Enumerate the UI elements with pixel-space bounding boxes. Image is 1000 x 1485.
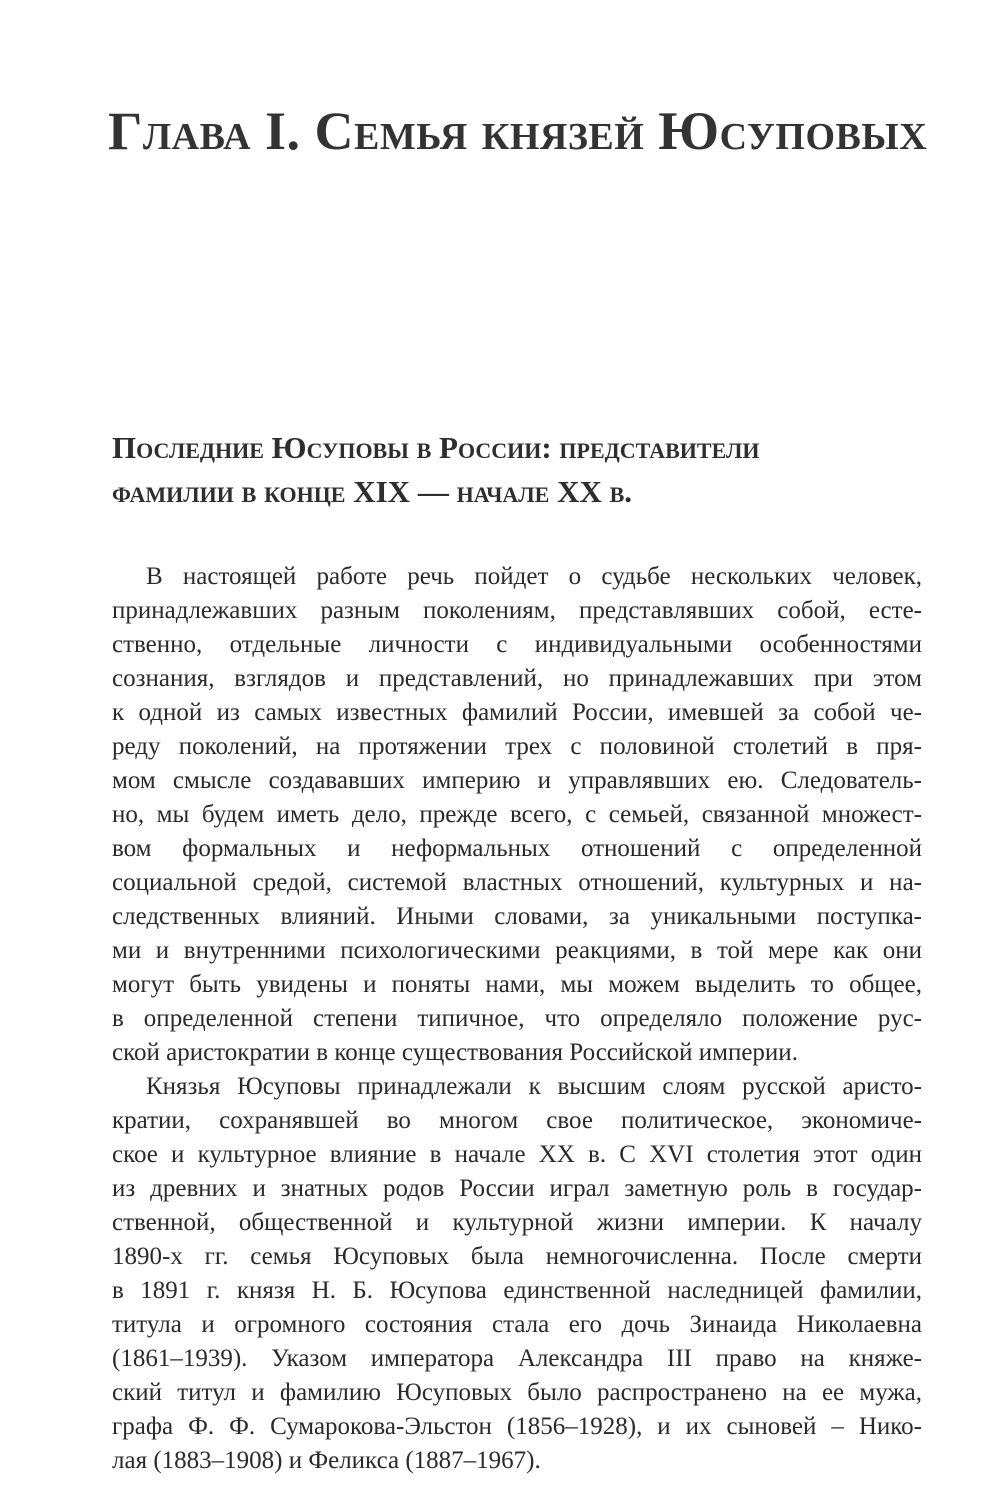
body-text [112,560,922,1478]
text-line: мом смысле создававших империю и управлявших ею. Следователь- [112,767,922,794]
text-line: ственной, общественной и культурной жизни империи. К началу [112,1209,922,1236]
text-line: ской аристократии в конце существования Российской империи. [112,1039,798,1066]
text-line: реду поколений, на протяжении трех с половиной столетий в пря- [112,733,922,760]
text-line: ский титул и фамилию Юсуповых было распространено на ее мужа, [112,1379,922,1406]
text-line: 1890-х гг. семья Юсуповых была немногочисленна. После смерти [112,1243,922,1270]
text-line: титула и огромного состояния стала его дочь Зинаида Николаевна [112,1311,922,1338]
text-line: в 1891 г. князя Н. Б. Юсупова единственной наследницей фамилии, [112,1277,922,1304]
text-line: вом формальных и неформальных отношений с определенной [112,835,922,862]
text-line: лая (1883–1908) и Феликса (1887–1967). [112,1447,541,1474]
section-title-line: фамилии в конце XIX — начале XX в. [112,474,633,509]
text-line: ми и внутренними психологическими реакциями, в той мере как они [112,937,922,964]
text-line: из древних и знатных родов России играл заметную роль в государ- [112,1175,922,1202]
chapter-title: Глава I. Семья князей Юсуповых [108,101,928,161]
text-line: графа Ф. Ф. Сумарокова-Эльстон (1856–1928), и их сыновей – Нико- [112,1413,922,1440]
section-title-line: Последние Юсуповы в России: представители [112,430,760,465]
text-line: социальной средой, системой властных отношений, культурных и на- [112,869,922,896]
text-line: принадлежавших разным поколениям, представлявших собой, есте- [112,597,922,624]
section-title [112,426,932,514]
text-line: ское и культурное влияние в начале XX в. С XVI столетия этот один [112,1141,922,1168]
paragraph [112,560,922,1070]
text-line: (1861–1939). Указом императора Александра III право на княже- [112,1345,922,1372]
text-line: Князья Юсуповы принадлежали к высшим слоям русской аристо- [146,1073,922,1100]
text-line: В настоящей работе речь пойдет о судьбе нескольких человек, [146,563,922,590]
text-line: в определенной степени типичное, что определяло положение рус- [112,1005,922,1032]
text-line: но, мы будем иметь дело, прежде всего, с семьей, связанной множест- [112,801,922,828]
text-line: к одной из самых известных фамилий России, имевшей за собой че- [112,699,922,726]
text-line: кратии, сохранявшей во многом свое политическое, экономиче- [112,1107,922,1134]
text-line: сознания, взглядов и представлений, но принадлежавших при этом [112,665,922,692]
text-line: могут быть увидены и поняты нами, мы можем выделить то общее, [112,971,922,998]
text-line: следственных влияний. Иными словами, за уникальными поступка- [112,903,922,930]
paragraph [112,1070,922,1478]
text-line: ственно, отдельные личности с индивидуальными особенностями [112,631,922,658]
